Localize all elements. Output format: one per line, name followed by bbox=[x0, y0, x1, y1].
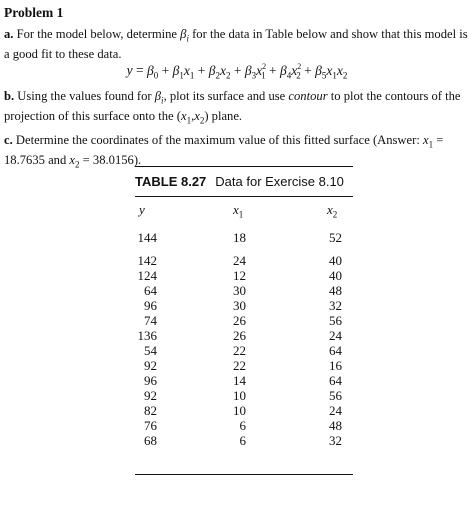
part-c-text-1: Determine the coordinates of the maximum value of this fitted surface (Answer: bbox=[12, 133, 423, 147]
cell-y: 82 bbox=[144, 403, 157, 418]
column-header-x1: $x_1$ bbox=[233, 202, 244, 220]
part-b-text bbox=[4, 89, 470, 128]
model-equation: $y = \beta_0 + \beta_1x_1 + \beta_2x_2 + \beta_3x^2_1 + \beta_4x^2_2 + \beta_5x_1x_2$ bbox=[126, 62, 348, 81]
table-row bbox=[135, 268, 353, 283]
cell-y: 74 bbox=[144, 313, 157, 328]
cell-x1: 14 bbox=[233, 373, 246, 388]
table-row bbox=[135, 283, 353, 298]
part-c-x1: x bbox=[422, 133, 429, 147]
part-b-comma: , bbox=[191, 108, 195, 123]
part-c-x2-sub: 2 bbox=[75, 159, 80, 170]
cell-y: 92 bbox=[144, 358, 157, 373]
part-b-beta-sub: i bbox=[161, 95, 164, 106]
problem-title: Problem 1 bbox=[4, 5, 64, 20]
cell-x2: 32 bbox=[329, 298, 342, 313]
equation-term: + $\beta_1x_1$ bbox=[158, 62, 195, 81]
cell-x1: 6 bbox=[239, 418, 246, 433]
cell-x1: 12 bbox=[233, 268, 246, 283]
table-header-top-rule bbox=[135, 196, 353, 197]
table-body bbox=[135, 230, 353, 448]
part-b-text-1: Using the values found for bbox=[14, 89, 155, 103]
cell-x1: 26 bbox=[233, 313, 246, 328]
cell-x1: 10 bbox=[233, 403, 246, 418]
cell-x2: 56 bbox=[329, 313, 342, 328]
cell-y: 92 bbox=[144, 388, 157, 403]
equation-term: + $\beta_4x^2_2$ bbox=[265, 62, 302, 81]
table-row bbox=[135, 403, 353, 418]
column-header-y: y bbox=[139, 202, 145, 217]
cell-x1: 24 bbox=[233, 253, 246, 268]
equation-terms bbox=[147, 62, 348, 81]
cell-x2: 56 bbox=[329, 388, 342, 403]
part-b-text-2: , plot its surface and use bbox=[163, 89, 289, 103]
part-b-text-4: ) plane. bbox=[204, 108, 243, 123]
table-row bbox=[135, 298, 353, 313]
part-c-eq1: = 18.7635 and bbox=[4, 133, 444, 167]
table-row bbox=[135, 230, 353, 253]
cell-y: 142 bbox=[137, 253, 157, 268]
cell-x2: 52 bbox=[329, 230, 342, 245]
part-c-x2: x bbox=[69, 152, 76, 167]
part-b-x2: x bbox=[194, 108, 200, 123]
cell-x2: 64 bbox=[329, 343, 342, 358]
cell-x1: 6 bbox=[239, 433, 246, 448]
table-row bbox=[135, 388, 353, 403]
cell-x2: 40 bbox=[329, 253, 342, 268]
part-a-beta: β bbox=[180, 27, 187, 41]
part-a-text-after: for the data in Table below and show that this model is a good fit to these data. bbox=[4, 27, 468, 61]
part-b-label: b. bbox=[4, 89, 15, 103]
table-row bbox=[135, 418, 353, 433]
part-a-text bbox=[4, 27, 470, 62]
part-a-beta-sub: i bbox=[186, 33, 189, 44]
equation-term: + $\beta_3x^2_1$ bbox=[230, 62, 267, 81]
table-bottom-rule bbox=[135, 474, 353, 475]
part-b-x1-sub: 1 bbox=[186, 115, 192, 126]
part-a-label: a. bbox=[4, 27, 14, 41]
cell-x2: 40 bbox=[329, 268, 342, 283]
cell-x1: 30 bbox=[233, 298, 246, 313]
cell-y: 68 bbox=[144, 433, 157, 448]
cell-x1: 22 bbox=[233, 343, 246, 358]
table-row bbox=[135, 373, 353, 388]
table-row bbox=[135, 343, 353, 358]
cell-x1: 26 bbox=[233, 328, 246, 343]
cell-x2: 24 bbox=[329, 328, 342, 343]
equation-term: + $\beta_5x_1x_2$ bbox=[300, 62, 348, 81]
cell-x1: 18 bbox=[233, 230, 246, 245]
cell-y: 76 bbox=[144, 418, 157, 433]
part-b-text-3: to plot the contours of the projection of this surface onto the ( bbox=[4, 89, 461, 123]
part-b-x2-sub: 2 bbox=[199, 115, 205, 126]
part-c-eq2: = 38.0156). bbox=[79, 152, 142, 167]
cell-x2: 48 bbox=[329, 418, 342, 433]
table-row bbox=[135, 253, 353, 268]
table-row bbox=[135, 433, 353, 448]
part-c-x1-sub: 1 bbox=[428, 139, 434, 150]
table-row bbox=[135, 313, 353, 328]
cell-y: 96 bbox=[144, 298, 157, 313]
table-row bbox=[135, 358, 353, 373]
part-c-label: c. bbox=[4, 133, 13, 147]
cell-y: 54 bbox=[144, 343, 157, 358]
cell-y: 64 bbox=[144, 283, 157, 298]
table-title: Data for Exercise 8.10 bbox=[215, 174, 344, 189]
table-number: TABLE 8.27 bbox=[135, 174, 207, 189]
cell-y: 144 bbox=[137, 230, 157, 245]
cell-x2: 24 bbox=[329, 403, 342, 418]
equation-lhs: y bbox=[126, 62, 133, 78]
equation-term: $\beta_0$ bbox=[147, 62, 159, 81]
cell-x2: 64 bbox=[329, 373, 342, 388]
cell-x1: 10 bbox=[233, 388, 246, 403]
part-b-contour-word: contour bbox=[288, 89, 328, 103]
cell-x1: 30 bbox=[233, 283, 246, 298]
table-top-rule bbox=[135, 166, 353, 167]
cell-x2: 16 bbox=[329, 358, 342, 373]
cell-y: 96 bbox=[144, 373, 157, 388]
column-header-x2: $x_2$ bbox=[327, 202, 338, 220]
cell-x2: 48 bbox=[329, 283, 342, 298]
part-b-x1: x bbox=[180, 108, 187, 123]
cell-x1: 22 bbox=[233, 358, 246, 373]
table-row bbox=[135, 328, 353, 343]
cell-y: 136 bbox=[137, 328, 157, 343]
equation-term: + $\beta_2x_2$ bbox=[194, 62, 231, 81]
cell-x2: 32 bbox=[329, 433, 342, 448]
cell-y: 124 bbox=[137, 268, 157, 283]
table-caption bbox=[135, 174, 344, 189]
part-b-beta: β bbox=[154, 89, 162, 103]
part-a-text-before: For the model below, determine bbox=[13, 27, 181, 41]
